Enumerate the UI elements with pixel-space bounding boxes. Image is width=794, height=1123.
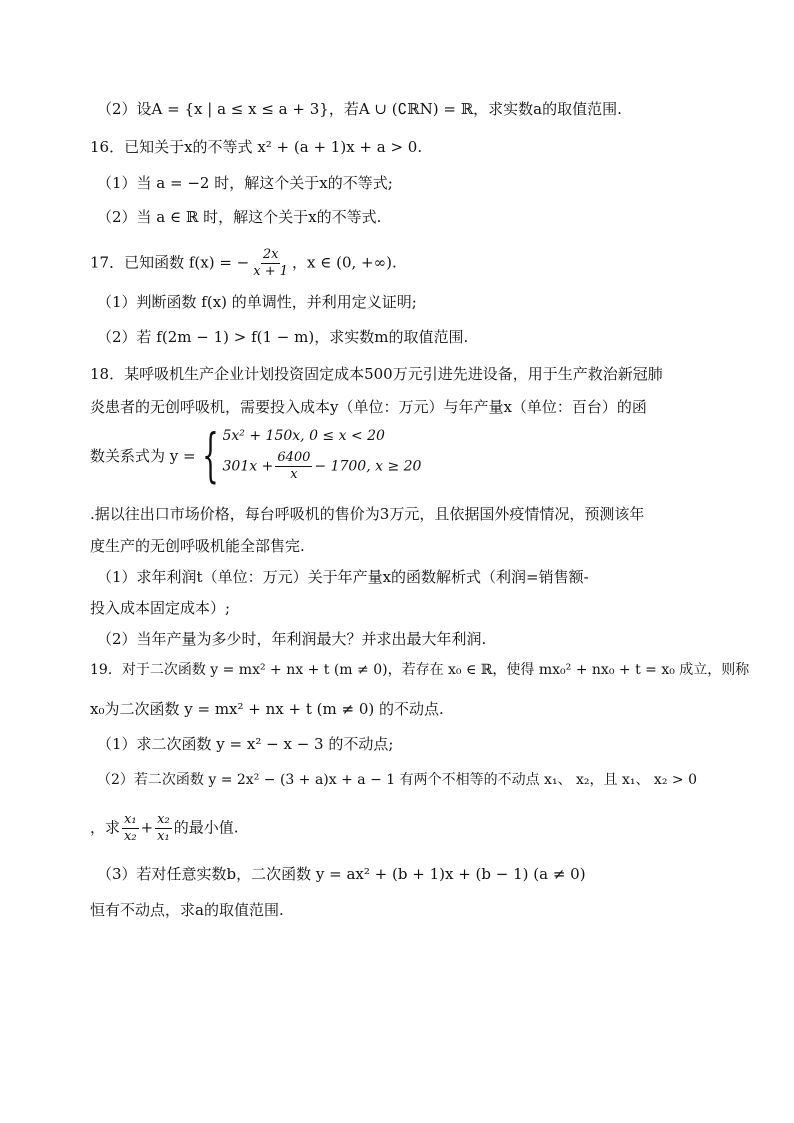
q18-stem-line4: .据以往出口市场价格，每台呼吸机的售价为3万元，且依据国外疫情情况，预测该年 [90, 505, 645, 523]
q18-stem-line5: 度生产的无创呼吸机能全部售完. [90, 537, 305, 555]
q17-fraction [251, 247, 290, 280]
q19-2b-suffix: 的最小值. [173, 818, 239, 837]
q18-part2: （2）当年产量为多少时，年利润最大？并求出最大年利润. [97, 630, 487, 648]
q18-piecewise-prefix: 数关系式为 y = [90, 446, 196, 465]
q19-2b-prefix: ，求 [90, 818, 121, 837]
q17-stem [90, 247, 397, 280]
q19-part1: （1）求二次函数 y = x² − x − 3 的不动点; [97, 735, 394, 753]
q18-part1-line2: 投入成本固定成本）; [90, 599, 231, 617]
q19-frac2-num: x₂ [157, 812, 170, 827]
q19-frac1 [122, 812, 139, 845]
q15-part2: （2）设A = {x | a ≤ x ≤ a + 3}，若A ∪ (∁ℝN) = ℝ，求实数a的取值范围. [97, 100, 622, 118]
q18-cases [223, 428, 422, 483]
q17-part1: （1）判断函数 f(x) 的单调性，并利用定义证明; [97, 293, 417, 311]
q18-stem-line2: 炎患者的无创呼吸机，需要投入成本y（单位：万元）与年产量x（单位：百台）的函 [90, 398, 647, 416]
q18-part1-line1: （1）求年利润t（单位：万元）关于年产量x的函数解析式（利润=销售额- [97, 568, 589, 586]
q17-frac-num: 2x [262, 247, 279, 262]
q19-stem-line2: x₀为二次函数 y = mx² + nx + t (m ≠ 0) 的不动点. [90, 700, 444, 718]
q19-stem-line1: 19．对于二次函数 y = mx² + nx + t (m ≠ 0)，若存在 x₀ ∈ ℝ，使得 mx₀² + nx₀ + t = x₀ 成立，则称 [90, 662, 750, 678]
left-brace-icon: { [201, 421, 219, 489]
q18-case2-num: 6400 [277, 449, 311, 465]
q17-suffix: ，x ∈ (0, +∞). [292, 253, 397, 272]
q18-case2-b: − 1700, x ≥ 20 [314, 458, 422, 474]
q18-case2-den: x [290, 466, 298, 482]
q18-case2-a: 301x + [222, 458, 274, 474]
q19-part3-line1: （3）若对任意实数b，二次函数 y = ax² + (b + 1)x + (b − 1) (a ≠ 0) [97, 865, 586, 883]
q19-part2-line2 [90, 812, 238, 845]
q19-frac1-den: x₂ [124, 829, 137, 844]
q18-case2 [223, 450, 422, 483]
q18-stem-line1: 18．某呼吸机生产企业计划投资固定成本500万元引进先进设备，用于生产救治新冠肺 [90, 365, 663, 383]
q18-piecewise-function [90, 423, 421, 487]
q16-part2: （2）当 a ∈ ℝ 时，解这个关于x的不等式. [97, 208, 382, 226]
q19-frac1-num: x₁ [124, 812, 137, 827]
q19-part3-line2: 恒有不动点，求a的取值范围. [90, 901, 284, 919]
q19-part2-line1: （2）若二次函数 y = 2x² − (3 + a)x + a − 1 有两个不相等的不动点 x₁、 x₂，且 x₁、 x₂ > 0 [97, 772, 697, 788]
q16-stem: 16．已知关于x的不等式 x² + (a + 1)x + a > 0. [90, 138, 423, 156]
q17-frac-den: x + 1 [253, 264, 289, 279]
q19-frac2 [155, 812, 172, 845]
q19-plus: + [140, 818, 154, 837]
q18-case2-fraction [275, 450, 312, 483]
q17-part2: （2）若 f(2m − 1) > f(1 − m)，求实数m的取值范围. [97, 328, 469, 346]
q19-frac2-den: x₁ [157, 829, 170, 844]
q16-part1: （1）当 a = −2 时，解这个关于x的不等式; [97, 174, 393, 192]
q18-case1: 5x² + 150x, 0 ≤ x < 20 [222, 427, 385, 444]
q17-prefix: 17．已知函数 f(x) = − [90, 253, 250, 272]
